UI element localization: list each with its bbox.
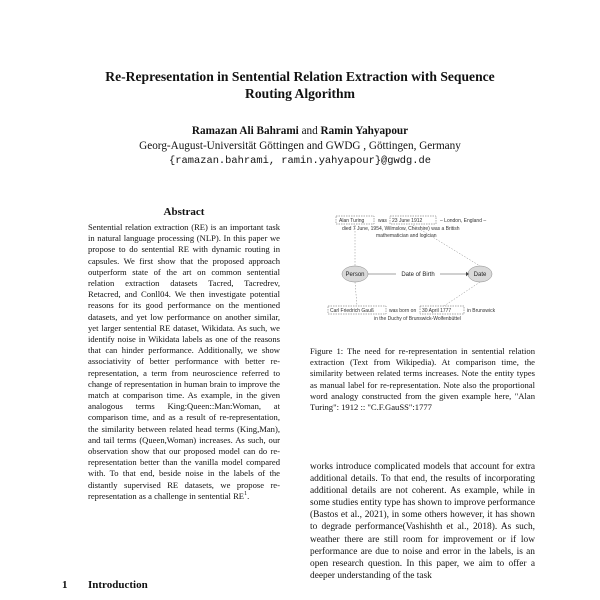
abstract-text: Sentential relation extraction (RE) is an important task in natural language processing (NLP). In this paper we propose to do sentential RE with dynamic routing in capsules. We first show that the proposed approach outperform state of the art on common sentential relation extraction datasets Tacred, Tacredrev, Retacred, and Conll04. We then investigate potential reasons for its good performance on the mentioned datasets, and yet low performance on another similar, yet larger sentential RE dataset, Wikidata. As such, we identify noise in Wikidata labels as one of the reasons that can hinder performance. Additionally, we show associativity of better performance with better re-representation, a term from neuroscience referred to change of representation in human brain to improve the match at comparison time. As example, in the given analogous terms King:Queen::Man:Woman, at comparison time, and as a result of re-representation, the similarity between related head terms (King,Man), and tail terms (Queen,Woman) increases. As such, our observation show that our proposed model can do re-representation better than the vanilla model compared with. To that end, beside noise in the labels of the distantly supervised RE datasets, we propose re-representation as a challenge in sentential RE [88, 222, 280, 501]
top-word-1: was [378, 218, 387, 224]
top-line-2: died 7 June, 1954, Wilmslow, Cheshire) was a British [342, 226, 460, 232]
section-title: Introduction [88, 579, 148, 591]
title-line-1: Re-Representation in Sentential Relation Extraction with Sequence [105, 69, 495, 84]
link-line-left-bottom [355, 282, 357, 306]
date-node-label: Date [473, 272, 487, 278]
author-names [40, 124, 560, 139]
bottom-line-2: in the Duchy of Brunswick-Wolfenbüttel [374, 316, 461, 322]
person-node-label: Person [345, 272, 365, 278]
top-line-3: mathematician and logician [376, 233, 437, 239]
edge-label: Date of Birth [401, 272, 435, 278]
bottom-entity-1: Carl Friedrich Gauß [330, 308, 374, 314]
affiliation: Georg-August-Universität Göttingen and GWDG , Göttingen, Germany [139, 140, 461, 152]
bottom-rest: in Brunswick [467, 308, 496, 314]
body-paragraph: works introduce complicated models that account for extra additional details. To that end, the results of incorporating additional details are not coherent. As example, while in some studies entity type has shown to improve performance (Bastos et al., 2021), in some others however, it has shown to degrade performance(Vashishth et al., 2018). As such, weather there are still room for improvement or if low performance are due to noise and error in the labels, is an open research question. In this paper, we aim to offer a deeper understanding of the task [310, 462, 535, 581]
title-line-2: Routing Algorithm [245, 86, 355, 101]
figure-1 [312, 208, 534, 340]
top-entity-2: 23 June 1912 [392, 218, 423, 224]
abstract-body [88, 222, 280, 502]
paper-title [60, 68, 540, 102]
author-1: Ramazan Ali Bahrami [191, 125, 299, 137]
abstract-end: . [247, 490, 250, 501]
figure-caption: Figure 1: The need for re-representation in sentential relation extraction (Text from Wikipedia). At comparison time, the similarity between related terms increases. Note the entity types as manual label for re-representation. Note also the proportional word analogy constructed from the given example here, "Alan Turing": 1912 :: "C.F.GauSS":1777 [310, 346, 535, 413]
section-heading [62, 579, 148, 591]
author-separator: and [301, 125, 318, 137]
top-rest: – London, England – [440, 218, 487, 224]
top-entity-1: Alan Turing [339, 218, 365, 224]
author-2: Ramin Yahyapour [320, 125, 409, 137]
bottom-word-1: was born on [389, 308, 417, 314]
link-line-right-bottom [444, 282, 480, 306]
bottom-entity-2: 30 April 1777 [422, 308, 452, 314]
section-number: 1 [62, 579, 68, 591]
abstract-heading: Abstract [163, 206, 205, 218]
footnote-marker: 1 [244, 491, 248, 498]
author-block [40, 124, 560, 169]
figure-diagram [312, 208, 534, 340]
author-email: {ramazan.bahrami, ramin.yahyapour}@gwdg.de [169, 155, 431, 167]
